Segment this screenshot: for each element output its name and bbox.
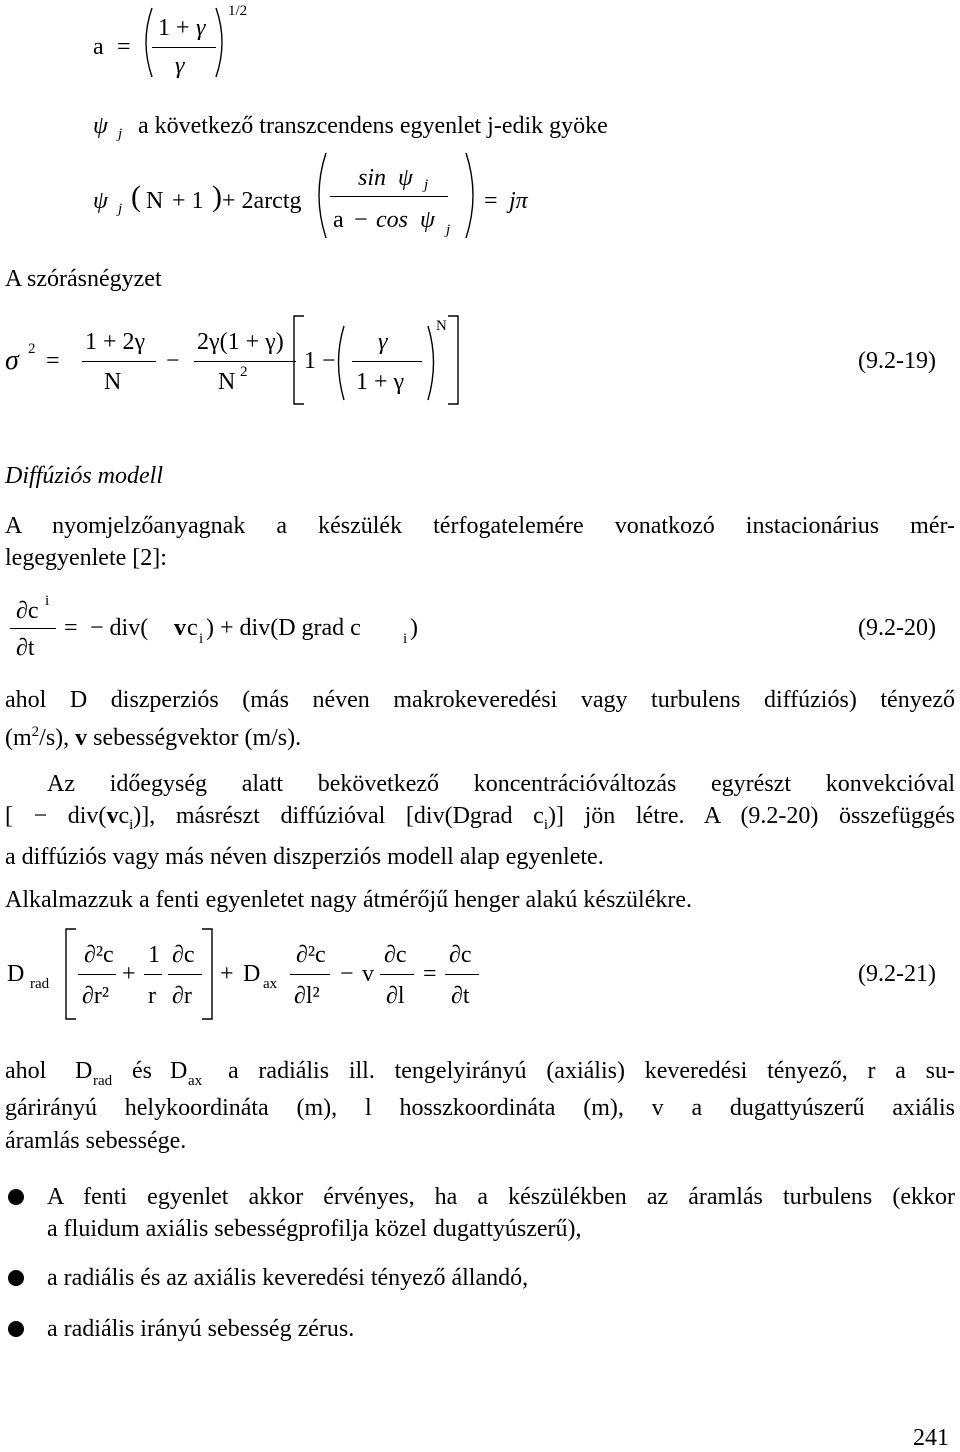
page-number: 241 [913,1425,949,1451]
eq-c-f3-den: ∂r [172,983,192,1009]
eq-a-den: γ [175,53,185,79]
eq-v-t1-num: 1 + 2γ [85,329,146,355]
ahol-D2: D [170,1058,188,1084]
bullet-1-line-2: a fluidum axiális sebességprofilja közel dugattyúszerű), [47,1216,582,1242]
eq-b-equals: = [64,615,78,641]
eq-v-inner-num: γ [378,329,388,355]
eq-t-psi: ψ [93,188,108,214]
eq-v-t2-den: N [218,369,236,395]
bullet-dot-3 [8,1321,24,1337]
ahol-line-3: áramlás sebessége. [5,1128,187,1154]
eq-v-t1-bar [82,361,156,362]
eq-c-rad: rad [30,976,50,992]
eq-b-num-sub: i [45,593,50,609]
para-balance-line-2: legegyenlete [2]: [5,545,167,571]
eq-t-sin: sin [358,165,387,191]
vector-v: v [75,725,88,751]
eq-c-plus2: + [220,961,234,987]
eq-b-bar [10,628,56,629]
eq-b-sub-1: i [199,631,204,647]
eq-c-f6-bar [445,974,479,975]
velocity-desc: sebességvektor (m/s). [87,725,302,751]
eq-v-t2-bar [194,361,296,362]
eq-c-label: (9.2-21) [858,961,936,987]
eq-c-f6-den: ∂t [451,983,470,1009]
bullet-dot-1 [8,1189,24,1205]
para-ahol-D [5,684,955,754]
eq-c-f5-den: ∂l [386,983,405,1009]
eq-a-lhs: a [93,34,104,60]
es-word: és [132,1058,152,1084]
psi-symbol: ψ [93,113,108,139]
eq-c-f3-num: ∂c [172,942,195,968]
diff-sub: i [543,816,548,833]
eq-c-plus1: + [122,961,136,987]
para-time-line-2 [5,800,955,841]
bullet-1-line-1: A fenti egyenlet akkor érvényes, ha a készülékben az áramlás turbulens (ekkor [47,1184,955,1210]
eq-v-inner-bar [352,361,422,362]
eq-v-label: (9.2-19) [858,348,936,374]
eq-c-f2-bar [144,974,162,975]
conv-v: v [106,803,119,829]
eq-c-f1-bar [78,974,116,975]
eq-v-t2-num: 2γ(1 + γ) [197,329,284,355]
eq-t-rhs: jπ [509,188,528,214]
eq-v-sigma: σ [5,345,19,376]
eq-v-power: N [436,318,447,334]
eq-c-f2-den: r [148,983,156,1009]
eq-c-D: D [7,961,25,987]
eq-c-f4-bar [290,974,330,975]
eq-t-sub: j [118,201,123,217]
eq-b-rhs-2: c [187,615,198,641]
eq-a-num: 1 + [158,15,190,41]
eq-a-exponent: 1/2 [228,3,248,19]
heading-variance: A szórásnégyzet [5,266,162,292]
ahol-rest: a radiális ill. tengelyirányú (axiális) keveredési tényező, r a su- [228,1058,955,1084]
bullet-item-1 [47,1181,955,1245]
eq-c-f3-bar [168,974,202,975]
eq-c-D2: D [243,961,261,987]
eq-t-minus: − [354,207,368,233]
eq-c-f6-num: ∂c [449,942,472,968]
eq-v-t2-den-exp: 2 [240,364,248,380]
eq-c-f5-num: ∂c [384,942,407,968]
eq-c-f1-den: ∂r² [82,983,110,1009]
ahol-word: ahol [5,1058,47,1084]
para-ahol-D-line-2 [5,716,955,754]
para-time-line-3: a diffúziós vagy más néven diszperziós modell alap egyenlete. [5,843,604,870]
eq-v-equals: = [46,348,60,374]
eq-b-num: ∂c [16,598,39,624]
bullet-item-3: a radiális irányú sebesség zérus. [47,1316,355,1342]
psi-sub: j [118,126,123,142]
eq-c-f2-num: 1 [148,942,160,968]
para-apply: Alkalmazzuk a fenti egyenletet nagy átmérőjű henger alakú készülékre. [5,887,693,913]
bullet-dot-2 [8,1270,24,1286]
eq-c-ax: ax [263,976,278,992]
unit-rest: /s), [39,725,76,751]
eq-t-cos-sub: j [446,222,451,238]
eq-t-close: ) [212,180,222,213]
eq-b-rhs-1: − div( [90,615,149,641]
eq-t-cos-psi: ψ [420,207,435,233]
eq-b-den: ∂t [16,635,35,661]
eq-t-open: ( [131,180,141,213]
eq-v-minus2: − [322,348,336,374]
conv-sub: i [129,816,134,833]
eq-t-a: a [333,207,344,233]
eq-b-v: v [174,615,186,641]
eq-a-fraction-bar [152,47,216,48]
eq-t-cos: cos [376,207,408,233]
eq-b-rhs-3: ) + div(D grad c [206,615,361,641]
eq-b-label: (9.2-20) [858,615,936,641]
eq-b-rhs-4: ) [410,615,418,641]
eq-c-f5-bar [380,974,414,975]
para-ahol-D-line-1: ahol D diszperziós (más néven makrokeveredési vagy turbulens diffúziós) tényező [5,687,955,713]
eq-a-gamma: γ [196,15,206,41]
eq-v-t1-den: N [104,369,122,395]
ahol-ax: ax [188,1073,203,1089]
eq-t-equals: = [484,188,498,214]
eq-t-arctg: + 2arctg [222,188,302,214]
eq-t-N: N [146,188,164,214]
bullet-item-2: a radiális és az axiális keveredési tényező állandó, [47,1265,529,1291]
eq-c-f4-den: ∂l² [294,983,320,1009]
para-balance [5,510,955,574]
para-time [5,768,955,873]
conv-c: c [118,803,130,829]
eq-v-inner-den: 1 + γ [356,369,405,395]
eq-t-sin-sub: j [424,177,429,193]
eq-v-minus1: − [166,348,180,374]
eq-v-one: 1 [304,348,316,374]
eq-c-v: v [362,961,374,987]
eq-t-plus1: + 1 [172,188,204,214]
psi-description: a következő transzcendens egyenlet j-edik gyöke [138,113,608,139]
unit-sup: 2 [31,724,40,740]
eq-c-f1-num: ∂²c [84,942,114,968]
ahol-rad: rad [93,1073,113,1089]
para-time-line-1: Az időegység alatt bekövetkező koncentrációváltozás egyrészt konvekcióval [47,771,955,797]
eq-c-minus: − [340,961,354,987]
ahol-line-2: gárirányú helykoordináta (m), l hosszkoordináta (m), v a dugattyúszerű axiális [5,1095,955,1121]
heading-diffusion-model: Diffúziós modell [5,463,164,489]
conv-open: [ − div( [5,803,107,829]
eq-a-equals: = [117,34,131,60]
unit-m: (m [5,725,32,751]
eq-t-fraction-bar [330,196,448,197]
eq-c-equals: = [423,961,437,987]
para-time-end: )] jön létre. A (9.2-20) összefüggés [548,803,956,829]
eq-b-sub-2: i [403,631,408,647]
diff-text: )], másrészt diffúzióval [div(Dgrad c [133,803,544,829]
eq-v-sq: 2 [28,341,36,357]
ahol-D1: D [75,1058,93,1084]
eq-t-sin-psi: ψ [398,165,413,191]
eq-c-f4-num: ∂²c [296,942,326,968]
para-balance-line-1: A nyomjelzőanyagnak a készülék térfogatelemére vonatkozó instacionárius mér- [5,513,955,539]
